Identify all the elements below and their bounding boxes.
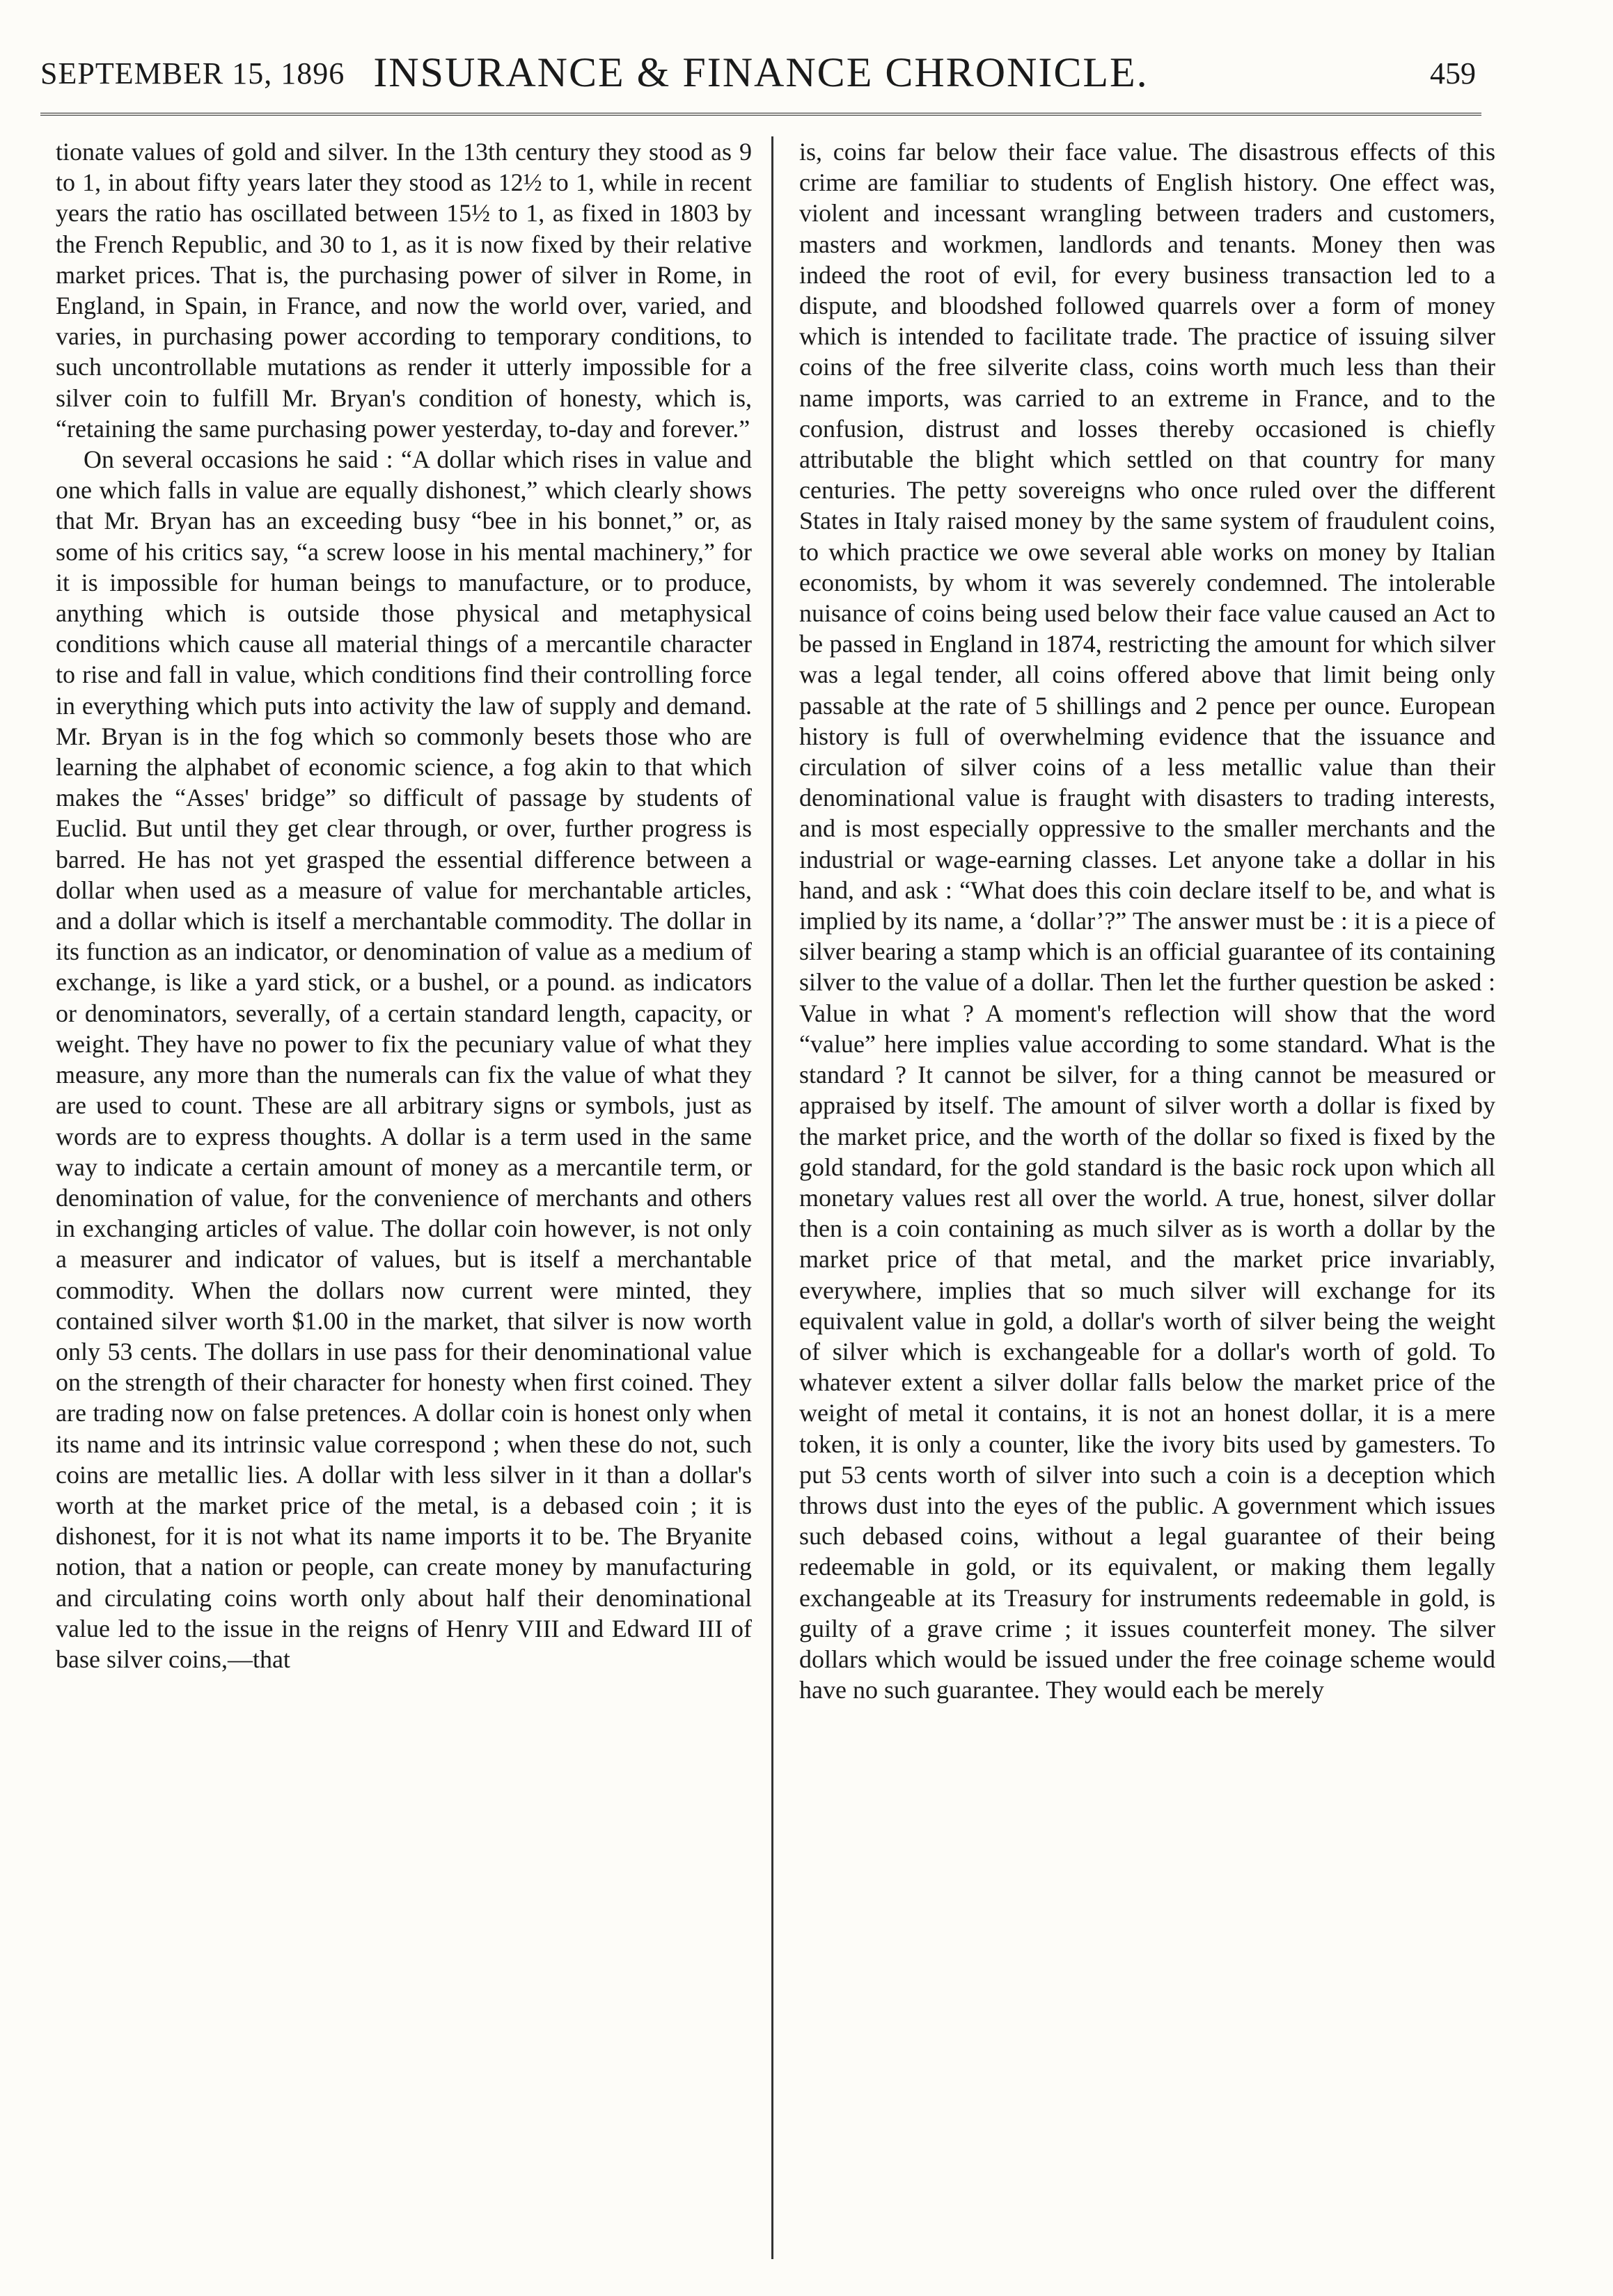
paragraph: is, coins far below their face value. The disastrous effects of this crime are familiar to students of English history. One effect was, violent and incessant wrangling between traders and customers, masters and workmen, landlords and tenants. Money then was indeed the root of evil, for every business transaction led to a dispute, and bloodshed followed quarrels over a form of money which is intended to facilitate trade. The practice of issuing silver coins of the free silverite class, coins worth much less than their name imports, was carried to an extreme in France, and to the confusion, distrust and losses thereby occasioned is chiefly attributable the blight which settled on that country for many centuries. The petty sovereigns who once ruled over the different States in Italy raised money by the same system of fraudulent coins, to which practice we owe several able works on money by Italian economists, by whom it was severely condemned. The intolerable nuisance of coins being used below their face value caused an Act to be passed in England in 1874, restricting the amount for which silver was a legal tender, all coins offered above that limit being only passable at the rate of 5 shillings and 2 pence per ounce. European history is full of overwhelming evidence that the issuance and circulation of silver coins of a less metallic value than their denominational value is fraught with disasters to trading interests, and is most especially oppressive to the smaller merchants and the industrial or wage-earning classes. Let anyone take a dollar in his hand, and ask : “What does this coin declare itself to be, and what is implied by its name, a ‘dollar’?” The answer must be : it is a piece of silver bearing a stamp which is an official guarantee of its containing silver to the value of a dollar. Then let the further question be asked : Value in what ? A moment's reflection will show that the word “value” here implies value according to some standard. What is the standard ? It cannot be silver, for a thing cannot be measured or appraised by itself. The amount of silver worth a dollar is fixed by the market price, and the worth of the dollar so fixed is fixed by the gold standard, for the gold standard is the basic rock upon which all monetary values rest all over the world. A true, honest, silver dollar then is a coin containing as much silver as is worth a dollar by the market price of that metal, and the market price invariably, everywhere, implies that so much silver will exchange for its equivalent value in gold, a dollar's worth of silver being the weight of silver which is exchangeable for a dollar's worth of gold. To whatever extent a silver dollar falls below the market price of the weight of metal it contains, it is not an honest dollar, it is a mere token, it is only a counter, like the ivory bits used by gamesters. To put 53 cents worth of silver into such a coin is a deception which throws dust into the eyes of the public. A government which issues such debased coins, without a legal guarantee of their being redeemable in gold, or its equivalent, or making them legally exchangeable at its Treasury for instruments redeemable in gold, is guilty of a grave crime ; it issues counterfeit money. The silver dollars which would be issued under the free coinage scheme would have no such guarantee. They would each be merely <box>799 138 1495 1704</box>
issue-date: SEPTEMBER 15, 1896 <box>40 56 345 90</box>
publication-title: INSURANCE & FINANCE CHRONICLE. <box>373 49 1149 95</box>
column-divider <box>771 136 773 2259</box>
right-column <box>799 136 1495 2266</box>
paragraph: tionate values of gold and silver. In the 13th century they stood as 9 to 1, in about fifty years later they stood as 12½ to 1, while in recent years the ratio has oscillated between 15½ to 1, as fixed in 1803 by the French Republic, and 30 to 1, as it is now fixed by their relative market prices. That is, the purchasing power of silver in Rome, in England, in Spain, in France, and now the world over, varied, and varies, in purchasing power according to temporary conditions, to such uncontrollable mutations as render it utterly impossible for a silver coin to fulfill Mr. Bryan's condition of honesty, which is, “retaining the same purchasing power yesterday, to-day and forever.” <box>56 138 752 443</box>
left-column <box>56 136 752 2266</box>
page-number: 459 <box>1430 56 1476 90</box>
page-header <box>40 43 1481 116</box>
paragraph: On several occasions he said : “A dollar which rises in value and one which falls in value are equally dishonest,” which clearly shows that Mr. Bryan has an exceeding busy “bee in his bonnet,” or, as some of his critics say, “a screw loose in his mental machinery,” for it is impossible for human beings to manufacture, or to produce, anything which is outside those physical and metaphysical conditions which cause all material things of a mercantile character to rise and fall in value, which conditions find their controlling force in everything which puts into activity the law of supply and demand. Mr. Bryan is in the fog which so commonly besets those who are learning the alphabet of economic science, a fog akin to that which makes the “Asses' bridge” so difficult of passage by students of Euclid. But until they get clear through, or over, further progress is barred. He has not yet grasped the essential difference between a dollar when used as a measure of value for merchantable articles, and a dollar which is itself a merchantable commodity. The dollar in its function as an indicator, or denomination of value as a medium of exchange, is like a yard stick, or a bushel, or a pound. as indicators or denominators, severally, of a certain standard length, capacity, or weight. They have no power to fix the pecuniary value of what they measure, any more than the numerals can fix the value of what they are used to count. These are all arbitrary signs or symbols, just as words are to express thoughts. A dollar is a term used in the same way to indicate a certain amount of money as a mercantile term, or denomination of value, for the convenience of merchants and others in exchanging articles of value. The dollar coin however, is not only a measurer and indicator of values, but is itself a merchantable commodity. When the dollars now current were minted, they contained silver worth $1.00 in the market, that silver is now worth only 53 cents. The dollars in use pass for their denominational value on the strength of their character for honesty when first coined. They are trading now on false pretences. A dollar coin is honest only when its name and its intrinsic value correspond ; when these do not, such coins are metallic lies. A dollar with less silver in it than a dollar's worth at the market price of the metal, is a debased coin ; it is dishonest, for it is not what its name imports it to be. The Bryanite notion, that a nation or people, can create money by manufacturing and circulating coins worth only about half their denominational value led to the issue in the reigns of Henry VIII and Edward III of base silver coins,—that <box>56 445 752 1673</box>
